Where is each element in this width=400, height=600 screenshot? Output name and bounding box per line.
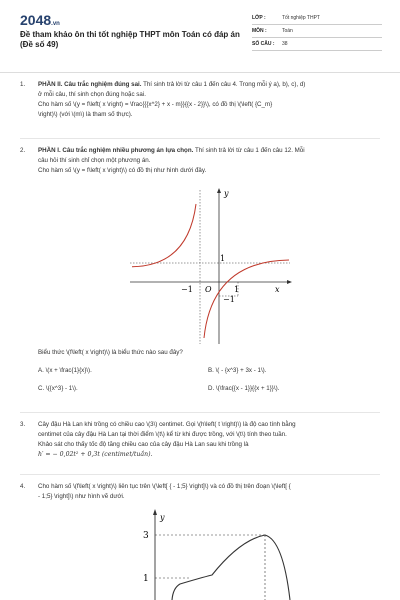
x-tick-minus-1: −1: [181, 285, 193, 294]
mon-label: MÔN :: [252, 28, 267, 34]
question-2-text-2: câu hỏi thí sinh chỉ chọn một phương án.: [38, 157, 151, 164]
choice-d[interactable]: D. \(\frac{{x - 1}}{{x + 1}}\).: [208, 385, 280, 392]
question-3-text-2: centimet của cây đậu Hà Lan tại thời điểm \(t\) kể từ khi được trồng, với \(t\) tính theo tuần.: [38, 431, 287, 438]
question-number: 3.: [20, 421, 26, 428]
y-tick-minus-1: −1: [223, 295, 235, 304]
site-logo-suffix: .vn: [51, 21, 60, 27]
question-3-text-4: h′ = − 0,02t² + 0,3t (centimet/tuần).: [38, 451, 153, 458]
choice-c[interactable]: C. \({x^3} - 1\).: [38, 385, 78, 392]
mon-value: Toán: [282, 28, 293, 34]
so-cau-label: SỐ CÂU :: [252, 41, 275, 47]
question-1-text-2: ở mỗi câu, thí sinh chọn đúng hoặc sai.: [38, 91, 146, 98]
y-tick-1: 1: [220, 254, 226, 263]
q4-y-tick-3: 3: [143, 531, 149, 541]
question-2-text-3: Cho hàm số \(y = f\left( x \right)\) có đồ thị như hình dưới đây.: [38, 167, 207, 174]
question-1-instructions: Thí sinh trả lời từ câu 1 đến câu 4. Trong mỗi ý a), b), c), d): [141, 81, 306, 88]
x-tick-1: 1: [234, 285, 240, 294]
question-3-text-1: Cây đậu Hà Lan khi trồng có chiều cao \(3\) centimet. Gọi \(h\left( t \right)\) là độ cao tính bằng: [38, 421, 296, 428]
site-logo-name: 2048: [20, 12, 52, 28]
question-4-text-1: Cho hàm số \(f\left( x \right)\) liên tục trên \(\left[ { - 1;5} \right]\) và có đồ thị trên đoạn \(\left[ {: [38, 483, 291, 490]
question-2-ask: Biểu thức \(f\left( x \right)\) là biểu thức nào sau đây?: [38, 349, 183, 356]
y-axis-label: y: [224, 189, 229, 198]
origin-label: O: [205, 285, 212, 294]
question-number: 4.: [20, 483, 26, 490]
question-1-section-heading: PHẦN II. Câu trắc nghiệm đúng sai.: [38, 81, 142, 88]
q4-y-axis-label: y: [160, 513, 165, 522]
document-title: Đề tham khảo ôn thi tốt nghiệp THPT môn Toán có đáp án (Đề số 49): [20, 30, 240, 49]
question-number: 1.: [20, 81, 26, 88]
q4-y-tick-1: 1: [143, 574, 149, 584]
question-1-text-4: \right)\) (với \(m\) là tham số thực).: [38, 111, 133, 118]
lop-label: LỚP :: [252, 15, 266, 21]
lop-value: Tốt nghiệp THPT: [282, 15, 320, 21]
question-2-instructions: Thí sinh trả lời từ câu 1 đến câu 12. Mỗi: [193, 147, 305, 154]
choice-b[interactable]: B. \( - {x^3} + 3x - 1\).: [208, 367, 267, 374]
x-axis-label: x: [275, 285, 280, 294]
question-1-text-3: Cho hàm số \(y = f\left( x \right) = \frac{{{x^2} + x - m}}{{x - 2}}\), có đồ thị \(\left( {C_m}: [38, 101, 273, 108]
choice-a[interactable]: A. \(x + \frac{1}{x}\).: [38, 367, 92, 374]
question-4-text-2: - 1;5} \right]\) như hình vẽ dưới.: [38, 493, 125, 500]
question-3-text-3: Khảo sát cho thấy tốc độ tăng chiều cao của cây đậu Hà Lan sau khi trồng là: [38, 441, 249, 448]
question-number: 2.: [20, 147, 26, 154]
question-2-section-heading: PHẦN I. Câu trắc nghiệm nhiều phương án lựa chọn.: [38, 147, 194, 154]
so-cau-value: 38: [282, 41, 288, 47]
